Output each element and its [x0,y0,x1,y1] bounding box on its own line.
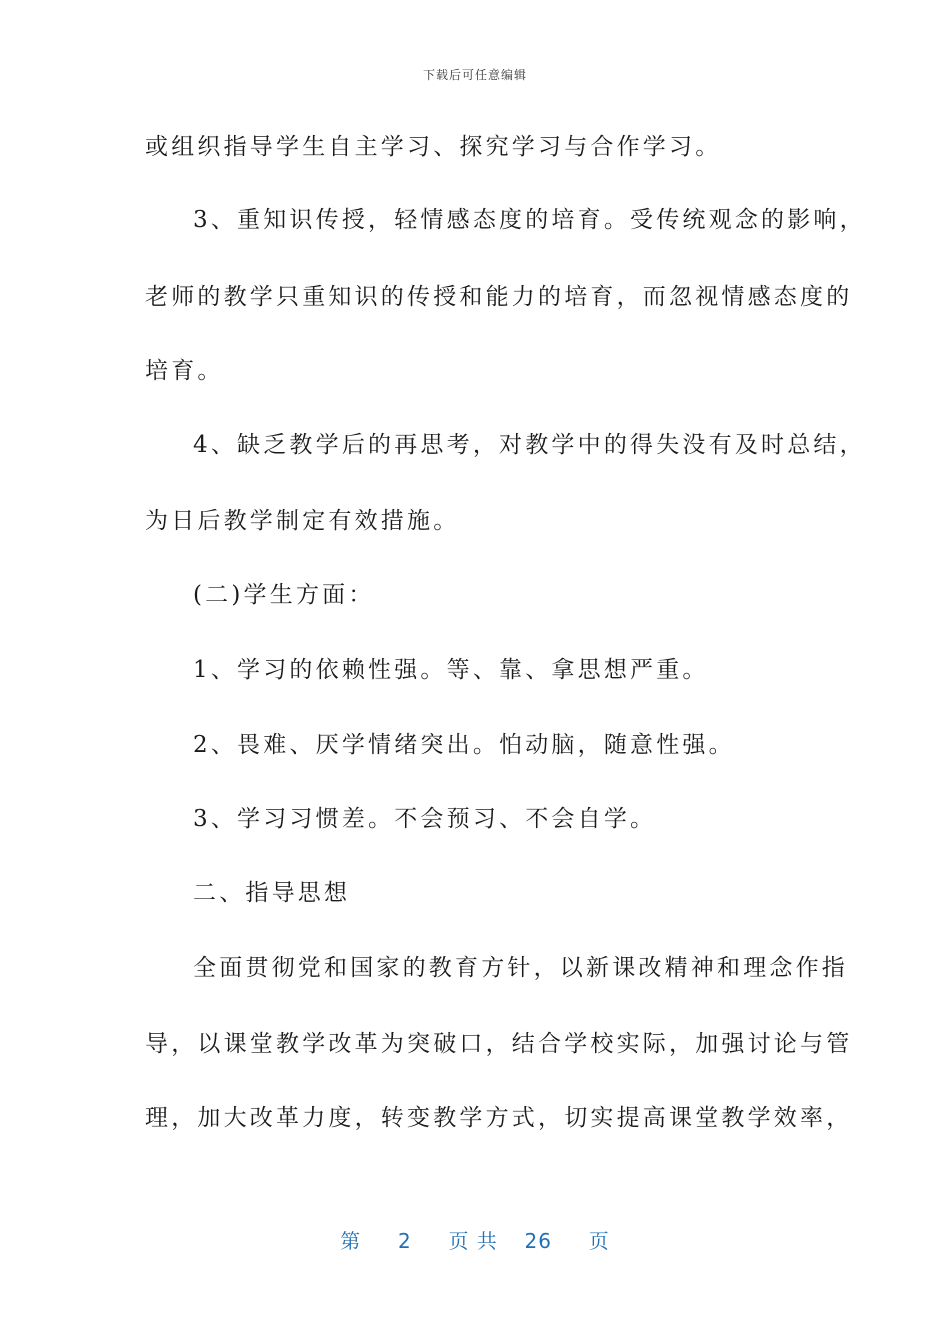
footer-suffix: 页 [588,1229,610,1253]
text-line: 全面贯彻党和国家的教育方针，以新课改精神和理念作指 [193,955,848,981]
section-heading: 二、指导思想 [193,880,351,906]
text-line: 4、缺乏教学后的再思考，对教学中的得失没有及时总结， [193,432,866,458]
text-line: 3、重知识传授，轻情感态度的培育。受传统观念的影响， [193,207,866,233]
text-line: 或组织指导学生自主学习、探究学习与合作学习。 [145,134,722,160]
text-line: 为日后教学制定有效措施。 [145,508,460,534]
footer-prefix: 第 [340,1229,362,1253]
footer-middle: 页 共 [448,1229,498,1253]
footer-current-page: 2 [398,1229,412,1253]
text-line: 导，以课堂教学改革为突破口，结合学校实际，加强讨论与管 [145,1031,853,1057]
text-line: 老师的教学只重知识的传授和能力的培育，而忽视情感态度的 [145,284,853,310]
page-footer [0,1225,950,1254]
section-heading: (二)学生方面： [193,582,375,608]
text-line: 1、学习的依赖性强。等、靠、拿思想严重。 [193,657,709,683]
text-line: 理，加大改革力度，转变教学方式，切实提高课堂教学效率， [145,1105,853,1131]
header-note: 下载后可任意编辑 [422,68,527,82]
text-line: 2、畏难、厌学情绪突出。怕动脑，随意性强。 [193,732,735,758]
text-line: 培育。 [145,358,224,384]
text-line: 3、学习习惯差。不会预习、不会自学。 [193,806,657,832]
footer-total-pages: 26 [524,1229,552,1253]
